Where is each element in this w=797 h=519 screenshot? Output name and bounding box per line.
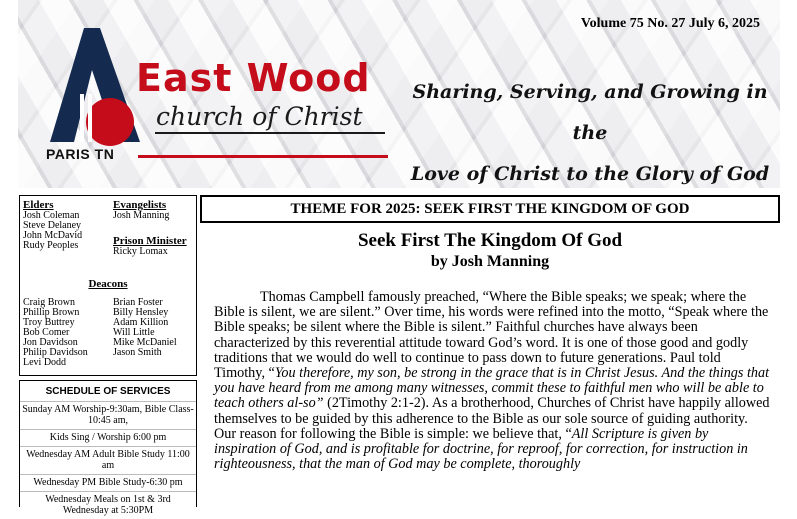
tagline-line-2: Love of Christ to the Glory of God	[410, 163, 770, 185]
schedule-item: Wednesday Meals on 1st & 3rd Wednesday at 5:30PM	[20, 491, 196, 519]
deacon-name: Will Little	[113, 327, 155, 338]
article-title: Seek First The Kingdom Of God	[357, 230, 623, 251]
article-text: Thomas Campbell famously preached, “Where the Bible speaks; we speak; where the Bible is silent, we are silent.” Over time, his words were refined into the motto, “Speak where the Bible speaks; be silent where the Bible is silent.” Faithful churches have always been characterized by this reverential attitude toward God’s word. It is one of those good and godly traditions that we would do well to continue to pass down to future generations. Paul told Timothy, “	[214, 289, 769, 382]
city-underline	[138, 155, 388, 158]
deacons-list-right	[113, 298, 177, 358]
elder-name: Rudy Peoples	[23, 240, 79, 251]
prison-minister-heading: Prison Minister	[113, 235, 187, 247]
staff-directory	[19, 195, 197, 376]
elders-section	[23, 199, 82, 251]
evangelist-name: Josh Manning	[113, 210, 170, 221]
deacon-name: Levi Dodd	[23, 357, 67, 368]
deacon-name: Jason Smith	[113, 347, 162, 358]
elders-heading: Elders	[23, 199, 54, 211]
deacon-name: Troy Buttrey	[23, 317, 75, 328]
schedule-item: Sunday AM Worship-9:30am, Bible Class-10:45 am,	[20, 401, 196, 429]
article-body	[214, 290, 770, 472]
deacon-name: Adam Killion	[113, 317, 169, 328]
article-byline: by Josh Manning	[430, 253, 550, 270]
evangelists-heading: Evangelists	[113, 199, 167, 211]
deacon-name: Billy Hensley	[113, 307, 169, 318]
deacons-heading: Deacons	[88, 278, 128, 290]
schedule-heading: SCHEDULE OF SERVICES	[45, 386, 171, 397]
prison-minister-section	[113, 235, 187, 257]
evangelists-section	[113, 199, 169, 221]
deacons-list-left	[23, 298, 88, 368]
church-city: PARIS TN	[46, 146, 115, 162]
deacon-name: Craig Brown	[23, 297, 75, 308]
article-text: (2Timothy 2:1-2). As a brotherhood, Churches of Christ have happily allowed themselves to be guided by this adherence to the Bible as our sole source of guiding authority. Our reason for following the Bible is simple: we believe that, “	[214, 395, 770, 442]
deacon-name: Mike McDaniel	[113, 337, 177, 348]
schedule-item: Wednesday AM Adult Bible Study 11:00 am	[20, 446, 196, 474]
article-paragraph	[214, 290, 770, 472]
church-tagline	[400, 72, 780, 188]
deacon-name: Bob Comer	[23, 327, 70, 338]
deacon-name: Brian Foster	[113, 297, 163, 308]
prison-minister-name: Ricky Lomax	[113, 246, 168, 257]
schedule-item: Kids Sing / Worship 6:00 pm	[20, 429, 196, 446]
yearly-theme-banner: THEME FOR 2025: SEEK FIRST THE KINGDOM OF GOD	[200, 195, 780, 223]
elder-name: Steve Delaney	[23, 220, 82, 231]
schedule-of-services	[19, 380, 197, 516]
scripture-quote: All Scripture is given by inspiration of God, and is profitable for doctrine, for reproof, for correction, for instruction in righteousness, that the man of God may be complete, thoroughly	[214, 425, 748, 473]
scripture-quote: You therefore, my son, be strong in the grace that is in Christ Jesus. And the things that you have heard from me among many witnesses, commit these to faithful men who will be able to teach others al-so”	[214, 365, 770, 412]
volume-issue-date: Volume 75 No. 27 July 6, 2025	[580, 16, 760, 31]
elder-name: John McDavid	[23, 230, 83, 241]
church-subtitle: church of Christ	[156, 102, 363, 131]
schedule-item: Wednesday PM Bible Study-6:30 pm	[20, 474, 196, 491]
tagline-line-1: Sharing, Serving, and Growing in the	[412, 81, 768, 144]
church-name: East Wood	[136, 56, 371, 100]
elder-name: Josh Coleman	[23, 210, 80, 221]
deacon-name: Philip Davidson	[23, 347, 88, 358]
deacon-name: Phillip Brown	[23, 307, 80, 318]
subtitle-underline	[155, 132, 385, 134]
deacon-name: Jon Davidson	[23, 337, 78, 348]
masthead-banner	[18, 0, 780, 188]
